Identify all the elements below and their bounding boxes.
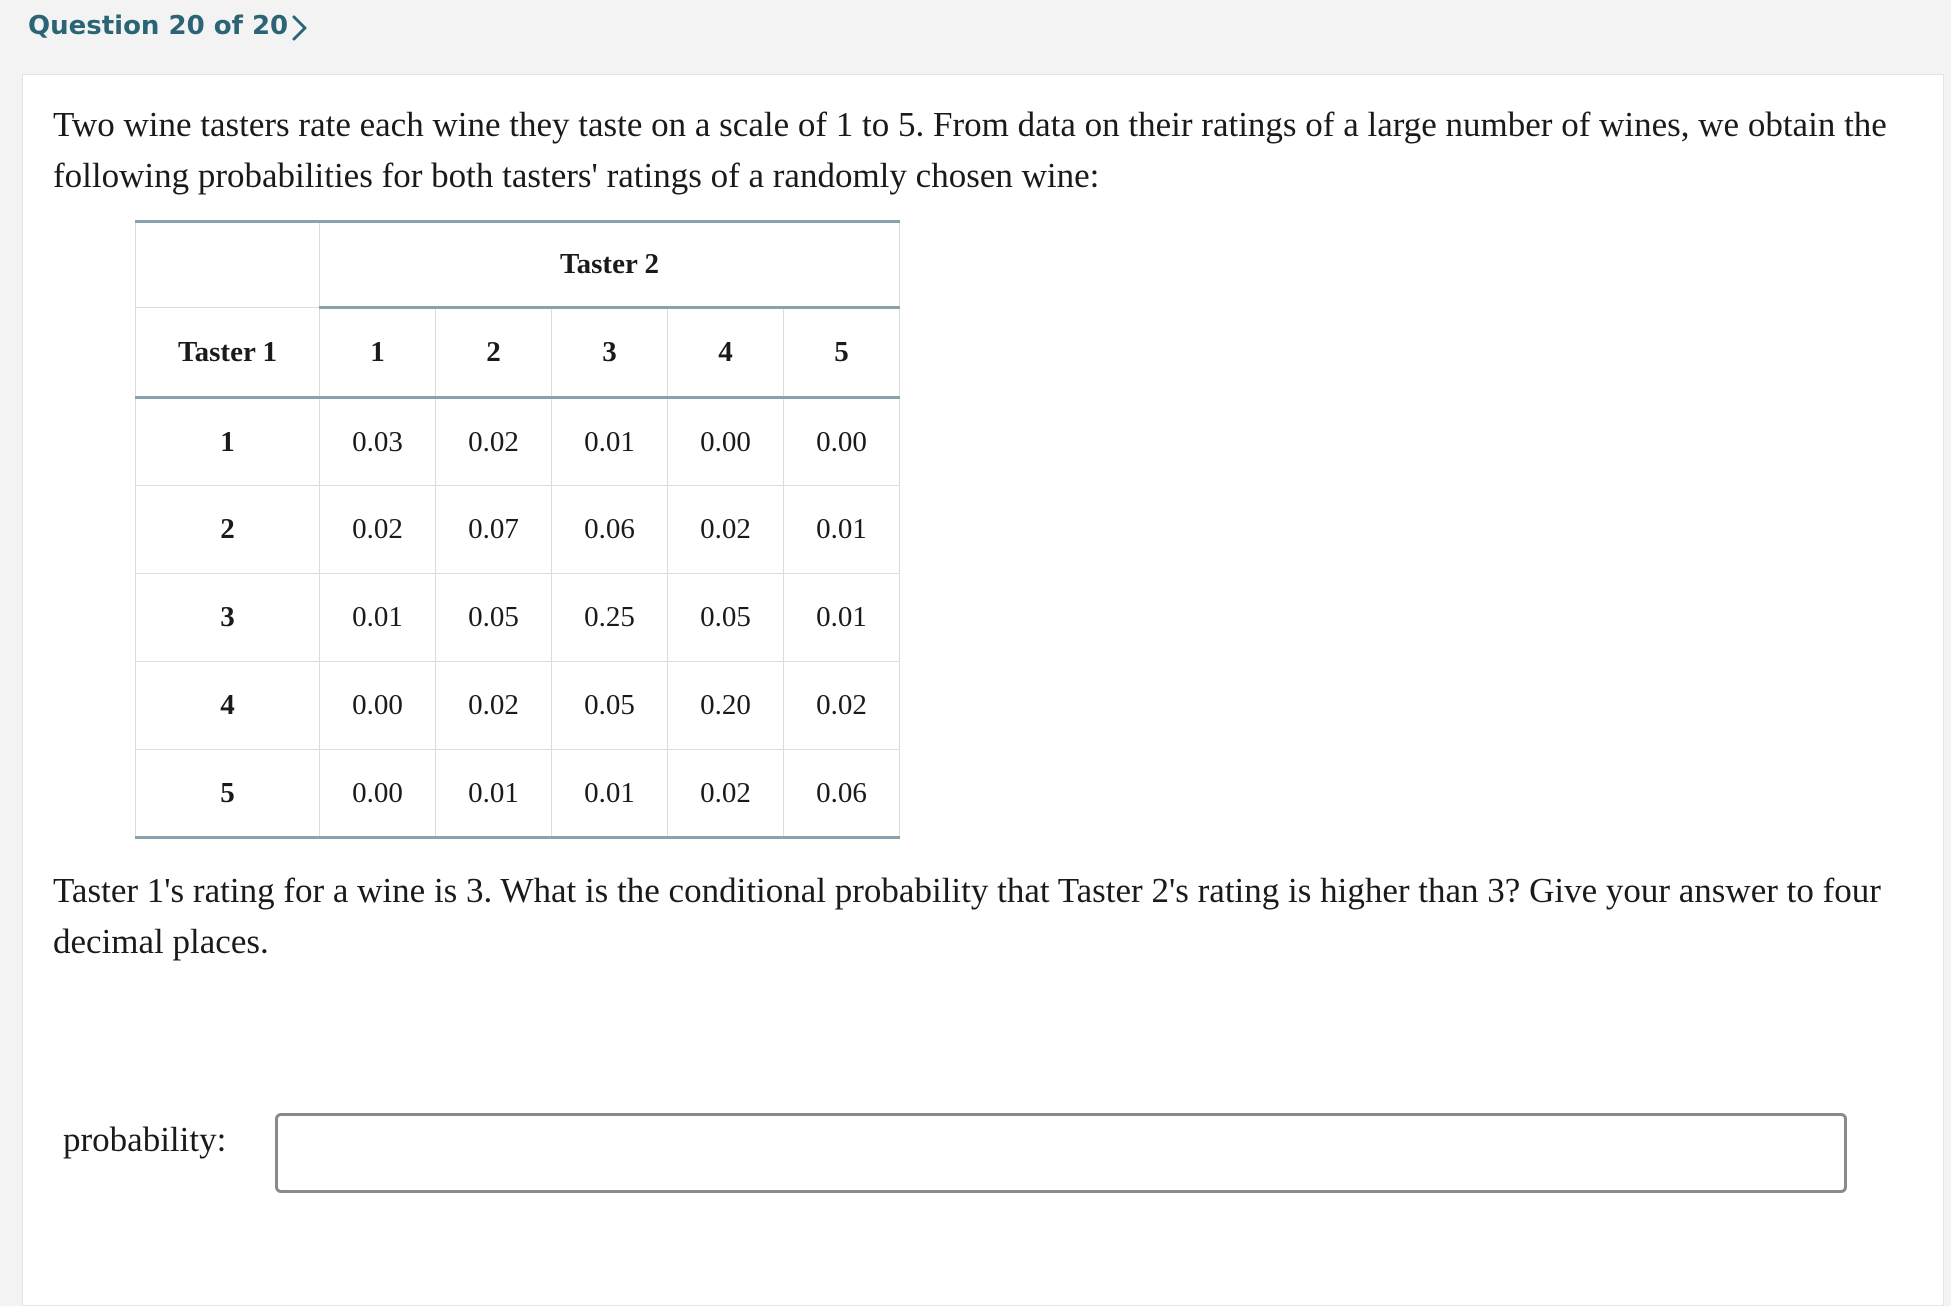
column-header: 1 <box>320 308 436 398</box>
table-cell: 0.05 <box>552 662 668 750</box>
question-counter[interactable]: Question 20 of 20 <box>28 11 289 41</box>
next-question-button[interactable] <box>282 10 318 46</box>
table-cell: 0.05 <box>436 574 552 662</box>
table-cell: 0.02 <box>784 662 900 750</box>
taster-1-header: Taster 1 <box>136 308 320 398</box>
row-header: 5 <box>136 750 320 838</box>
table-cell: 0.02 <box>668 486 784 574</box>
table-row <box>136 662 900 750</box>
question-card <box>22 74 1944 1306</box>
table-cell: 0.00 <box>668 398 784 486</box>
table-cell: 0.07 <box>436 486 552 574</box>
table-row <box>136 398 900 486</box>
probability-label: probability: <box>63 1120 227 1159</box>
row-header: 4 <box>136 662 320 750</box>
column-header: 2 <box>436 308 552 398</box>
table-row <box>136 750 900 838</box>
column-header: 5 <box>784 308 900 398</box>
chevron-right-icon <box>289 13 311 43</box>
table-cell: 0.25 <box>552 574 668 662</box>
table-cell: 0.20 <box>668 662 784 750</box>
table-corner-cell <box>136 222 320 308</box>
column-header: 4 <box>668 308 784 398</box>
table-cell: 0.02 <box>320 486 436 574</box>
row-header: 3 <box>136 574 320 662</box>
table-row <box>136 486 900 574</box>
table-cell: 0.02 <box>668 750 784 838</box>
probability-table <box>135 220 900 839</box>
table-cell: 0.00 <box>320 662 436 750</box>
probability-input[interactable] <box>275 1113 1847 1193</box>
question-navigation-bar <box>0 0 1951 72</box>
table-cell: 0.01 <box>784 486 900 574</box>
table-cell: 0.01 <box>552 750 668 838</box>
row-header: 1 <box>136 398 320 486</box>
table-cell: 0.00 <box>784 398 900 486</box>
table-cell: 0.02 <box>436 662 552 750</box>
table-cell: 0.06 <box>552 486 668 574</box>
table-cell: 0.05 <box>668 574 784 662</box>
taster-2-header: Taster 2 <box>320 222 900 308</box>
table-cell: 0.06 <box>784 750 900 838</box>
table-cell: 0.01 <box>320 574 436 662</box>
question-text: Taster 1's rating for a wine is 3. What is the conditional probability that Taster 2's rating is higher than 3? Give your answer to four decimal places. <box>53 871 1881 961</box>
column-header: 3 <box>552 308 668 398</box>
table-cell: 0.02 <box>436 398 552 486</box>
table-column-header-row <box>136 308 900 398</box>
problem-prompt: Two wine tasters rate each wine they taste on a scale of 1 to 5. From data on their ratings of a large number of wines, we obtain the following probabilities for both tasters' ratings of a randomly chosen wine: <box>53 105 1887 195</box>
table-row <box>136 574 900 662</box>
table-cell: 0.01 <box>552 398 668 486</box>
table-cell: 0.01 <box>436 750 552 838</box>
table-cell: 0.00 <box>320 750 436 838</box>
table-cell: 0.01 <box>784 574 900 662</box>
table-cell: 0.03 <box>320 398 436 486</box>
table-header-row <box>136 222 900 308</box>
row-header: 2 <box>136 486 320 574</box>
